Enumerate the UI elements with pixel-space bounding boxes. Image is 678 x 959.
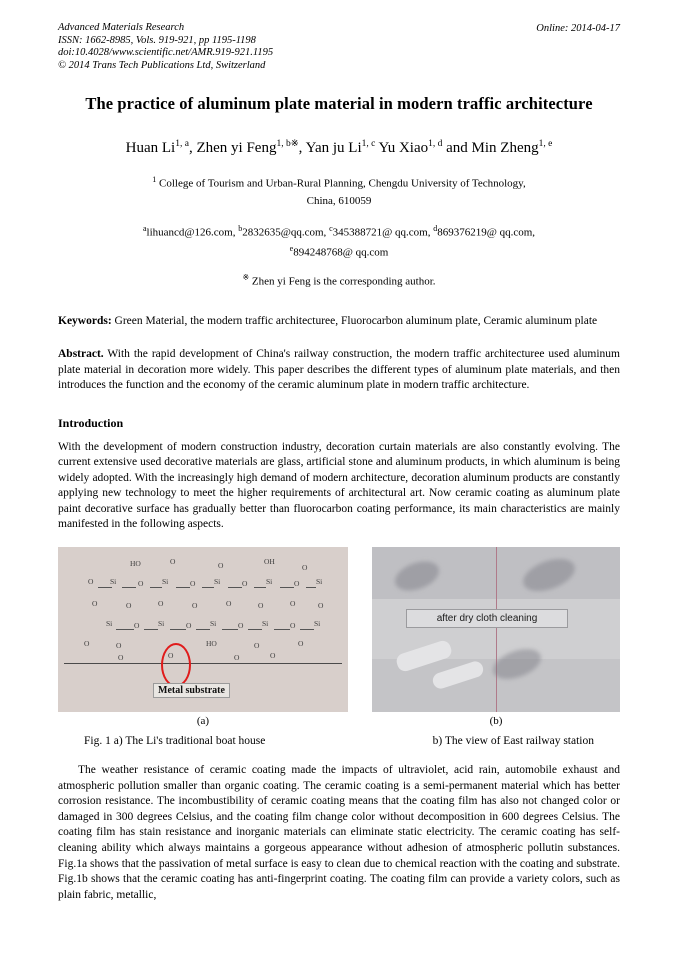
author-sep: , bbox=[188, 140, 197, 157]
atom-label: O bbox=[118, 653, 124, 663]
online-date: Online: 2014-04-17 bbox=[536, 23, 620, 34]
figure-row bbox=[58, 547, 620, 727]
atom-label: O bbox=[138, 579, 144, 589]
atom-label: O bbox=[88, 577, 94, 587]
atom-label: Si bbox=[210, 619, 217, 629]
bond-line bbox=[280, 587, 294, 588]
author-list bbox=[58, 134, 620, 158]
atom-label: O bbox=[294, 579, 300, 589]
keywords-block bbox=[58, 314, 620, 329]
atom-label: O bbox=[190, 579, 196, 589]
figure-captions bbox=[58, 735, 620, 747]
bond-line bbox=[300, 629, 314, 630]
email-a: lihuancd@126.com, bbox=[146, 226, 239, 239]
atom-label: O bbox=[302, 563, 308, 573]
atom-label: O bbox=[192, 601, 198, 611]
email-sup-d: d bbox=[433, 224, 438, 234]
figure-b bbox=[372, 547, 620, 727]
introduction-paragraph-1: With the development of modern construction industry, decoration curtain materials are also constantly evolving. The current extensive used decorative materials are glass, artificial stone and aluminum products, in which aluminum is being widely adopted. With the increasingly high demand of modern architecture, decoration aluminum products are constantly applying new technology to meet the higher requirements of architectural art. Now ceramic coating as aluminum plate paint decorative surface has gradually better than fluorocarbon coating performance, its main characteristics are mainly manifested in the following aspects. bbox=[58, 440, 620, 531]
affiliation-line-1 bbox=[58, 171, 620, 193]
atom-label: HO bbox=[206, 639, 217, 649]
bond-line bbox=[176, 587, 190, 588]
introduction-paragraph-2: The weather resistance of ceramic coating made the impacts of ultraviolet, acid rain, automobile exhaust and atmospheric pollution smaller than organic coating. The ceramic coating is a semi-permanent material which has better corrosion resistance. The incombustibility of ceramic coating means that the coating film has also not changed color or damaged in 300 degrees Celsius, and the coating film change color without decomposition in 600 degrees Celsius. The coating film has stain resistance and inorganic materials can eliminate static electricity. The ceramic coating has self-cleaning ability which always maintains a gorgeous appearance without adhesion of atmospheric pollutin substances. Fig.1a shows that the passivation of metal surface is easy to clean due to chemical reaction with the coating and substrate. Fig.1b shows that the ceramic coating has anti-fingerprint coating. The coating film can provide a variety colors, such as plain fabric, metallic, bbox=[58, 764, 620, 901]
atom-label: O bbox=[254, 641, 260, 651]
figure-a-image bbox=[58, 547, 348, 712]
email-line-1 bbox=[58, 221, 620, 241]
atom-label: Si bbox=[266, 577, 273, 587]
figure-b-image bbox=[372, 547, 620, 712]
figure-b-caption: b) The view of East railway station bbox=[432, 735, 594, 748]
figure-b-subcaption: (b) bbox=[489, 715, 503, 728]
after-dry-cloth-cleaning-label: after dry cloth cleaning bbox=[406, 609, 568, 628]
abstract-label: Abstract. bbox=[58, 348, 104, 360]
atom-label: O bbox=[242, 579, 248, 589]
atom-label: Si bbox=[316, 577, 323, 587]
email-d: 869376219@ qq.com, bbox=[437, 226, 536, 239]
email-c: 345388721@ qq.com, bbox=[332, 226, 434, 239]
author-name: Yan ju Li bbox=[305, 140, 362, 157]
atom-label: O bbox=[168, 651, 174, 661]
atom-label: O bbox=[290, 599, 296, 609]
bond-line bbox=[222, 629, 238, 630]
atom-label: O bbox=[92, 599, 98, 609]
atom-label: O bbox=[186, 621, 192, 631]
atom-label: O bbox=[290, 621, 296, 631]
affiliation bbox=[58, 171, 620, 210]
author-sup: 1, a bbox=[175, 139, 189, 150]
bond-line bbox=[306, 587, 316, 588]
atom-label: O bbox=[226, 599, 232, 609]
email-b: 2832635@qq.com, bbox=[242, 226, 330, 239]
bond-line bbox=[122, 587, 136, 588]
section-heading-introduction: Introduction bbox=[58, 415, 124, 430]
bond-line bbox=[170, 629, 186, 630]
atom-label: O bbox=[134, 621, 140, 631]
corresponding-text: Zhen yi Feng is the corresponding author. bbox=[249, 276, 436, 288]
author-sep: and bbox=[442, 140, 472, 157]
bond-line bbox=[274, 629, 290, 630]
atom-label: O bbox=[126, 601, 132, 611]
keywords-label: Keywords: bbox=[58, 315, 112, 327]
atom-label: O bbox=[234, 653, 240, 663]
author-name: Huan Li bbox=[125, 140, 176, 157]
bond-line bbox=[228, 587, 242, 588]
author-name: Zhen yi Feng bbox=[196, 140, 277, 157]
atom-label: O bbox=[270, 651, 276, 661]
corresponding-marker: ※ bbox=[242, 273, 250, 283]
atom-label: Si bbox=[162, 577, 169, 587]
atom-label: Si bbox=[106, 619, 113, 629]
author-sep: , bbox=[298, 140, 306, 157]
keywords-text: Green Material, the modern traffic architecturee, Fluorocarbon aluminum plate, Ceramic aluminum plate bbox=[111, 315, 598, 327]
affiliation-sup: 1 bbox=[152, 175, 157, 185]
atom-label: Si bbox=[158, 619, 165, 629]
affiliation-line-2: China, 610059 bbox=[306, 195, 372, 208]
atom-label: O bbox=[238, 621, 244, 631]
photo-seam-line bbox=[496, 547, 497, 712]
atom-label: O bbox=[298, 639, 304, 649]
atom-label: O bbox=[318, 601, 324, 611]
figure-a bbox=[58, 547, 348, 727]
atom-label: OH bbox=[264, 557, 275, 567]
page-title: The practice of aluminum plate material in modern traffic architecture bbox=[85, 94, 593, 114]
corresponding-author-note bbox=[58, 273, 620, 288]
bond-line bbox=[116, 629, 134, 630]
atom-label: Si bbox=[214, 577, 221, 587]
atom-label: Si bbox=[262, 619, 269, 629]
affiliation-text: College of Tourism and Urban-Rural Planning, Chengdu University of Technology, bbox=[156, 178, 526, 191]
bond-line bbox=[202, 587, 214, 588]
bond-line bbox=[98, 587, 112, 588]
abstract-text: With the rapid development of China's railway construction, the modern traffic architecturee used aluminum plate material in decoration more widely. This paper describes the different types of aluminum plate materials, and then introduces the function and the economy of the ceramic aluminum plate in modern traffic architecture. bbox=[58, 348, 620, 391]
atom-label: O bbox=[170, 557, 176, 567]
issn-line: ISSN: 1662-8985, Vols. 919-921, pp 1195-1198 bbox=[58, 34, 256, 46]
doi-line: doi:10.4028/www.scientific.net/AMR.919-921.1195 bbox=[58, 47, 274, 59]
author-sup: 1, b※ bbox=[276, 139, 299, 150]
email-e: 894248768@ qq.com bbox=[293, 246, 389, 259]
atom-label: Si bbox=[314, 619, 321, 629]
atom-label: O bbox=[158, 599, 164, 609]
bond-line bbox=[150, 587, 162, 588]
journal-info bbox=[58, 22, 273, 72]
journal-name: Advanced Materials Research bbox=[58, 22, 185, 33]
substrate-baseline bbox=[64, 663, 342, 664]
figure-a-caption: Fig. 1 a) The Li's traditional boat house bbox=[84, 735, 266, 748]
bond-line bbox=[144, 629, 158, 630]
author-sup: 1, d bbox=[428, 139, 443, 150]
figure-a-subcaption: (a) bbox=[196, 715, 210, 728]
page-header bbox=[58, 22, 620, 72]
author-sup: 1, c bbox=[361, 139, 376, 150]
author-name: Min Zheng bbox=[471, 140, 539, 157]
highlight-ellipse-icon bbox=[161, 643, 191, 687]
author-emails bbox=[58, 221, 620, 260]
author-name: Yu Xiao bbox=[378, 140, 429, 157]
atom-label: O bbox=[218, 561, 224, 571]
email-sup-e: e bbox=[289, 243, 294, 253]
copyright-line: © 2014 Trans Tech Publications Ltd, Switzerland bbox=[58, 59, 266, 71]
atom-label: O bbox=[116, 641, 122, 651]
email-line-2 bbox=[58, 241, 620, 261]
bond-line bbox=[196, 629, 210, 630]
bond-line bbox=[254, 587, 266, 588]
atom-label: O bbox=[258, 601, 264, 611]
abstract-block bbox=[58, 347, 620, 394]
email-sup-c: c bbox=[329, 224, 333, 234]
author-sup: 1, e bbox=[538, 139, 553, 150]
metal-substrate-label: Metal substrate bbox=[153, 683, 230, 698]
email-sup-b: b bbox=[238, 224, 243, 234]
atom-label: O bbox=[84, 639, 90, 649]
atom-label: Si bbox=[110, 577, 117, 587]
atom-label: HO bbox=[130, 559, 141, 569]
bond-line bbox=[248, 629, 262, 630]
email-sup-a: a bbox=[142, 224, 147, 234]
